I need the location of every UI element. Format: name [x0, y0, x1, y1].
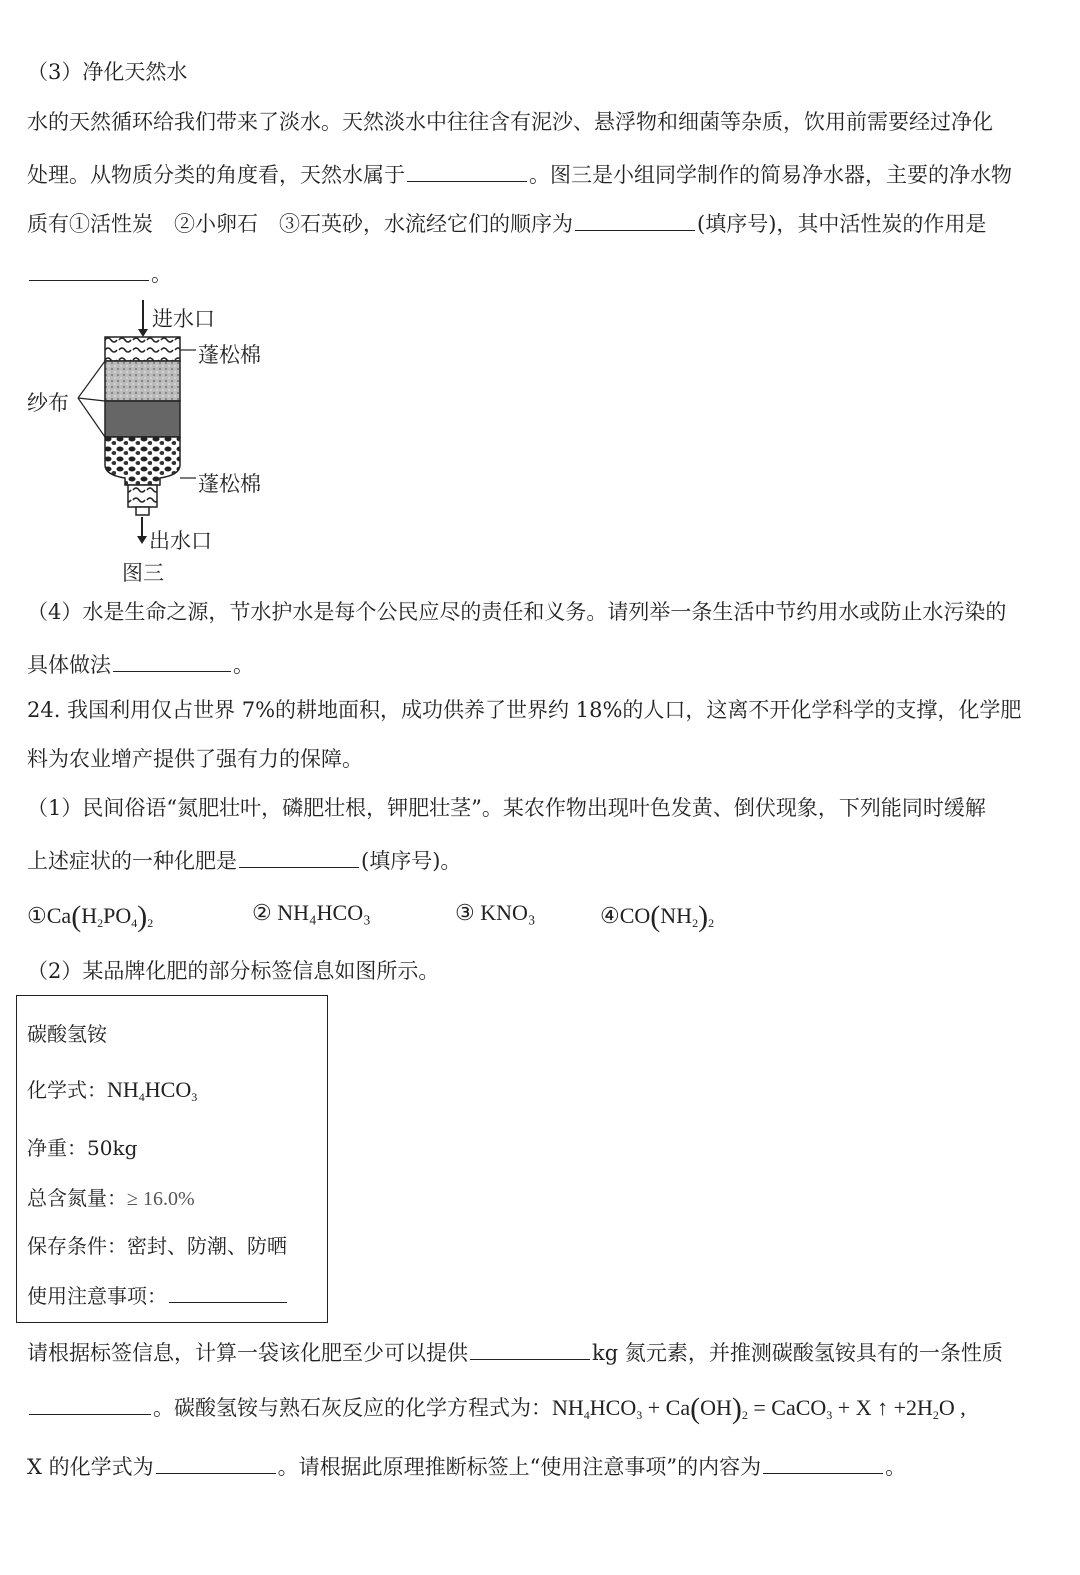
answer-blank[interactable]	[29, 260, 149, 281]
q24-part1-line2	[27, 847, 461, 872]
option-3: ③ KNO₃	[455, 900, 536, 925]
q24-part2-line1: （2）某品牌化肥的部分标签信息如图所示。	[27, 959, 440, 983]
answer-blank[interactable]	[763, 1453, 883, 1474]
pebble-layer	[105, 437, 180, 485]
option-2: ② NH₄HCO₃	[252, 900, 371, 925]
q24-part1-line1: （1）民间俗语“氮肥壮叶，磷肥壮根，钾肥壮茎”。某农作物出现叶色发黄、倒伏现象，下列能同时缓解	[27, 796, 986, 820]
answer-blank[interactable]	[156, 1453, 276, 1474]
part4-line2-text-a: 具体做法	[27, 653, 111, 677]
answer-blank[interactable]	[113, 651, 231, 672]
label-formula-key: 化学式：	[27, 1078, 107, 1102]
label-notice	[27, 1280, 289, 1309]
tail-line1-text-a: 请根据标签信息，计算一袋该化肥至少可以提供	[27, 1341, 468, 1365]
part4-line2-text-b: 。	[233, 653, 254, 677]
figure-caption: 图三	[122, 561, 164, 585]
part3-line2-text-a: 处理。从物质分类的角度看，天然水属于	[27, 163, 405, 187]
label-storage: 保存条件：密封、防潮、防晒	[27, 1234, 287, 1258]
part3-line1: 水的天然循环给我们带来了淡水。天然淡水中往往含有泥沙、悬浮物和细菌等杂质，饮用前需要经过净化	[27, 110, 993, 134]
inlet-label: 进水口	[152, 307, 215, 331]
label-name: 碳酸氢铵	[27, 1022, 107, 1046]
option-1: $①Ca(H_2PO_4)_2$	[27, 900, 154, 933]
answer-blank[interactable]	[575, 210, 695, 231]
part3-line4	[27, 260, 172, 285]
tail-line2-text: 。碳酸氢铵与熟石灰反应的化学方程式为：	[153, 1396, 552, 1420]
answer-blank[interactable]	[470, 1339, 590, 1360]
label-notice-key: 使用注意事项：	[27, 1284, 167, 1308]
part3-line3-text-a: 质有①活性炭 ②小卵石 ③石英砂，水流经它们的顺序为	[27, 212, 573, 236]
part3-line3-text-b: (填序号)，其中活性炭的作用是	[697, 212, 987, 236]
answer-blank[interactable]	[239, 847, 359, 868]
option-1-number: ①	[27, 903, 47, 928]
answer-blank[interactable]	[169, 1282, 287, 1303]
part3-line3	[27, 210, 986, 235]
part3-heading: （3）净化天然水	[27, 60, 188, 84]
tail-line3-text-b: 。请根据此原理推断标签上“使用注意事项”的内容为	[277, 1455, 762, 1479]
q24-part1-text-b: (填序号)。	[361, 849, 462, 873]
tail-line3-text-a: X 的化学式为	[27, 1455, 154, 1479]
label-nitrogen-value: ≥ 16.0%	[127, 1188, 195, 1210]
option-4: $④CO(NH_2)_2$	[600, 900, 715, 933]
reaction-equation: $NH_4HCO_3 + Ca(OH)_2$ = CaCO$_3$ + X ↑ $+2H_2O$ ,	[552, 1392, 966, 1425]
outlet-label: 出水口	[149, 529, 212, 553]
part3-line2-text-b: 。图三是小组同学制作的简易净水器，主要的净水物	[529, 163, 1012, 187]
answer-blank[interactable]	[29, 1394, 151, 1415]
tail-line1	[27, 1339, 1003, 1364]
part4-line1: （4）水是生命之源，节水护水是每个公民应尽的责任和义务。请列举一条生活中节约用水或防止水污染的	[27, 600, 1007, 624]
label-weight: 净重：50kg	[27, 1136, 138, 1160]
top-cotton-label: 蓬松棉	[198, 343, 261, 367]
water-purifier-figure	[20, 295, 280, 585]
part4-line2	[27, 651, 254, 676]
tail-line2	[27, 1394, 966, 1424]
part3-line4-text: 。	[151, 262, 172, 286]
q24-line2: 料为农业增产提供了强有力的保障。	[27, 747, 363, 771]
tail-line3	[27, 1453, 906, 1478]
fertilizer-label	[16, 995, 328, 1323]
label-formula: 化学式：$NH_4HCO_3$	[27, 1077, 198, 1104]
sand-layer	[105, 361, 180, 401]
bottom-cotton-layer	[128, 485, 157, 507]
tail-line1-text-b: kg 氮元素，并推测碳酸氢铵具有的一条性质	[592, 1341, 1003, 1365]
q24-part1-text-a: 上述症状的一种化肥是	[27, 849, 237, 873]
q24-line1: 24. 我国利用仅占世界 7%的耕地面积，成功供养了世界约 18%的人口，这离不开化学科学的支撑，化学肥	[27, 698, 1022, 722]
outlet-tube	[136, 507, 149, 515]
part3-line2	[27, 161, 1012, 186]
label-nitrogen-key: 总含氮量：	[27, 1186, 127, 1210]
option-4-number: ④	[600, 903, 620, 928]
carbon-layer	[105, 401, 180, 437]
top-cotton-layer	[105, 337, 180, 361]
answer-blank[interactable]	[407, 161, 527, 182]
bottom-cotton-label: 蓬松棉	[198, 472, 261, 496]
label-nitrogen	[27, 1182, 195, 1211]
gauze-label: 纱布	[27, 391, 69, 415]
tail-line3-text-c: 。	[885, 1455, 907, 1479]
